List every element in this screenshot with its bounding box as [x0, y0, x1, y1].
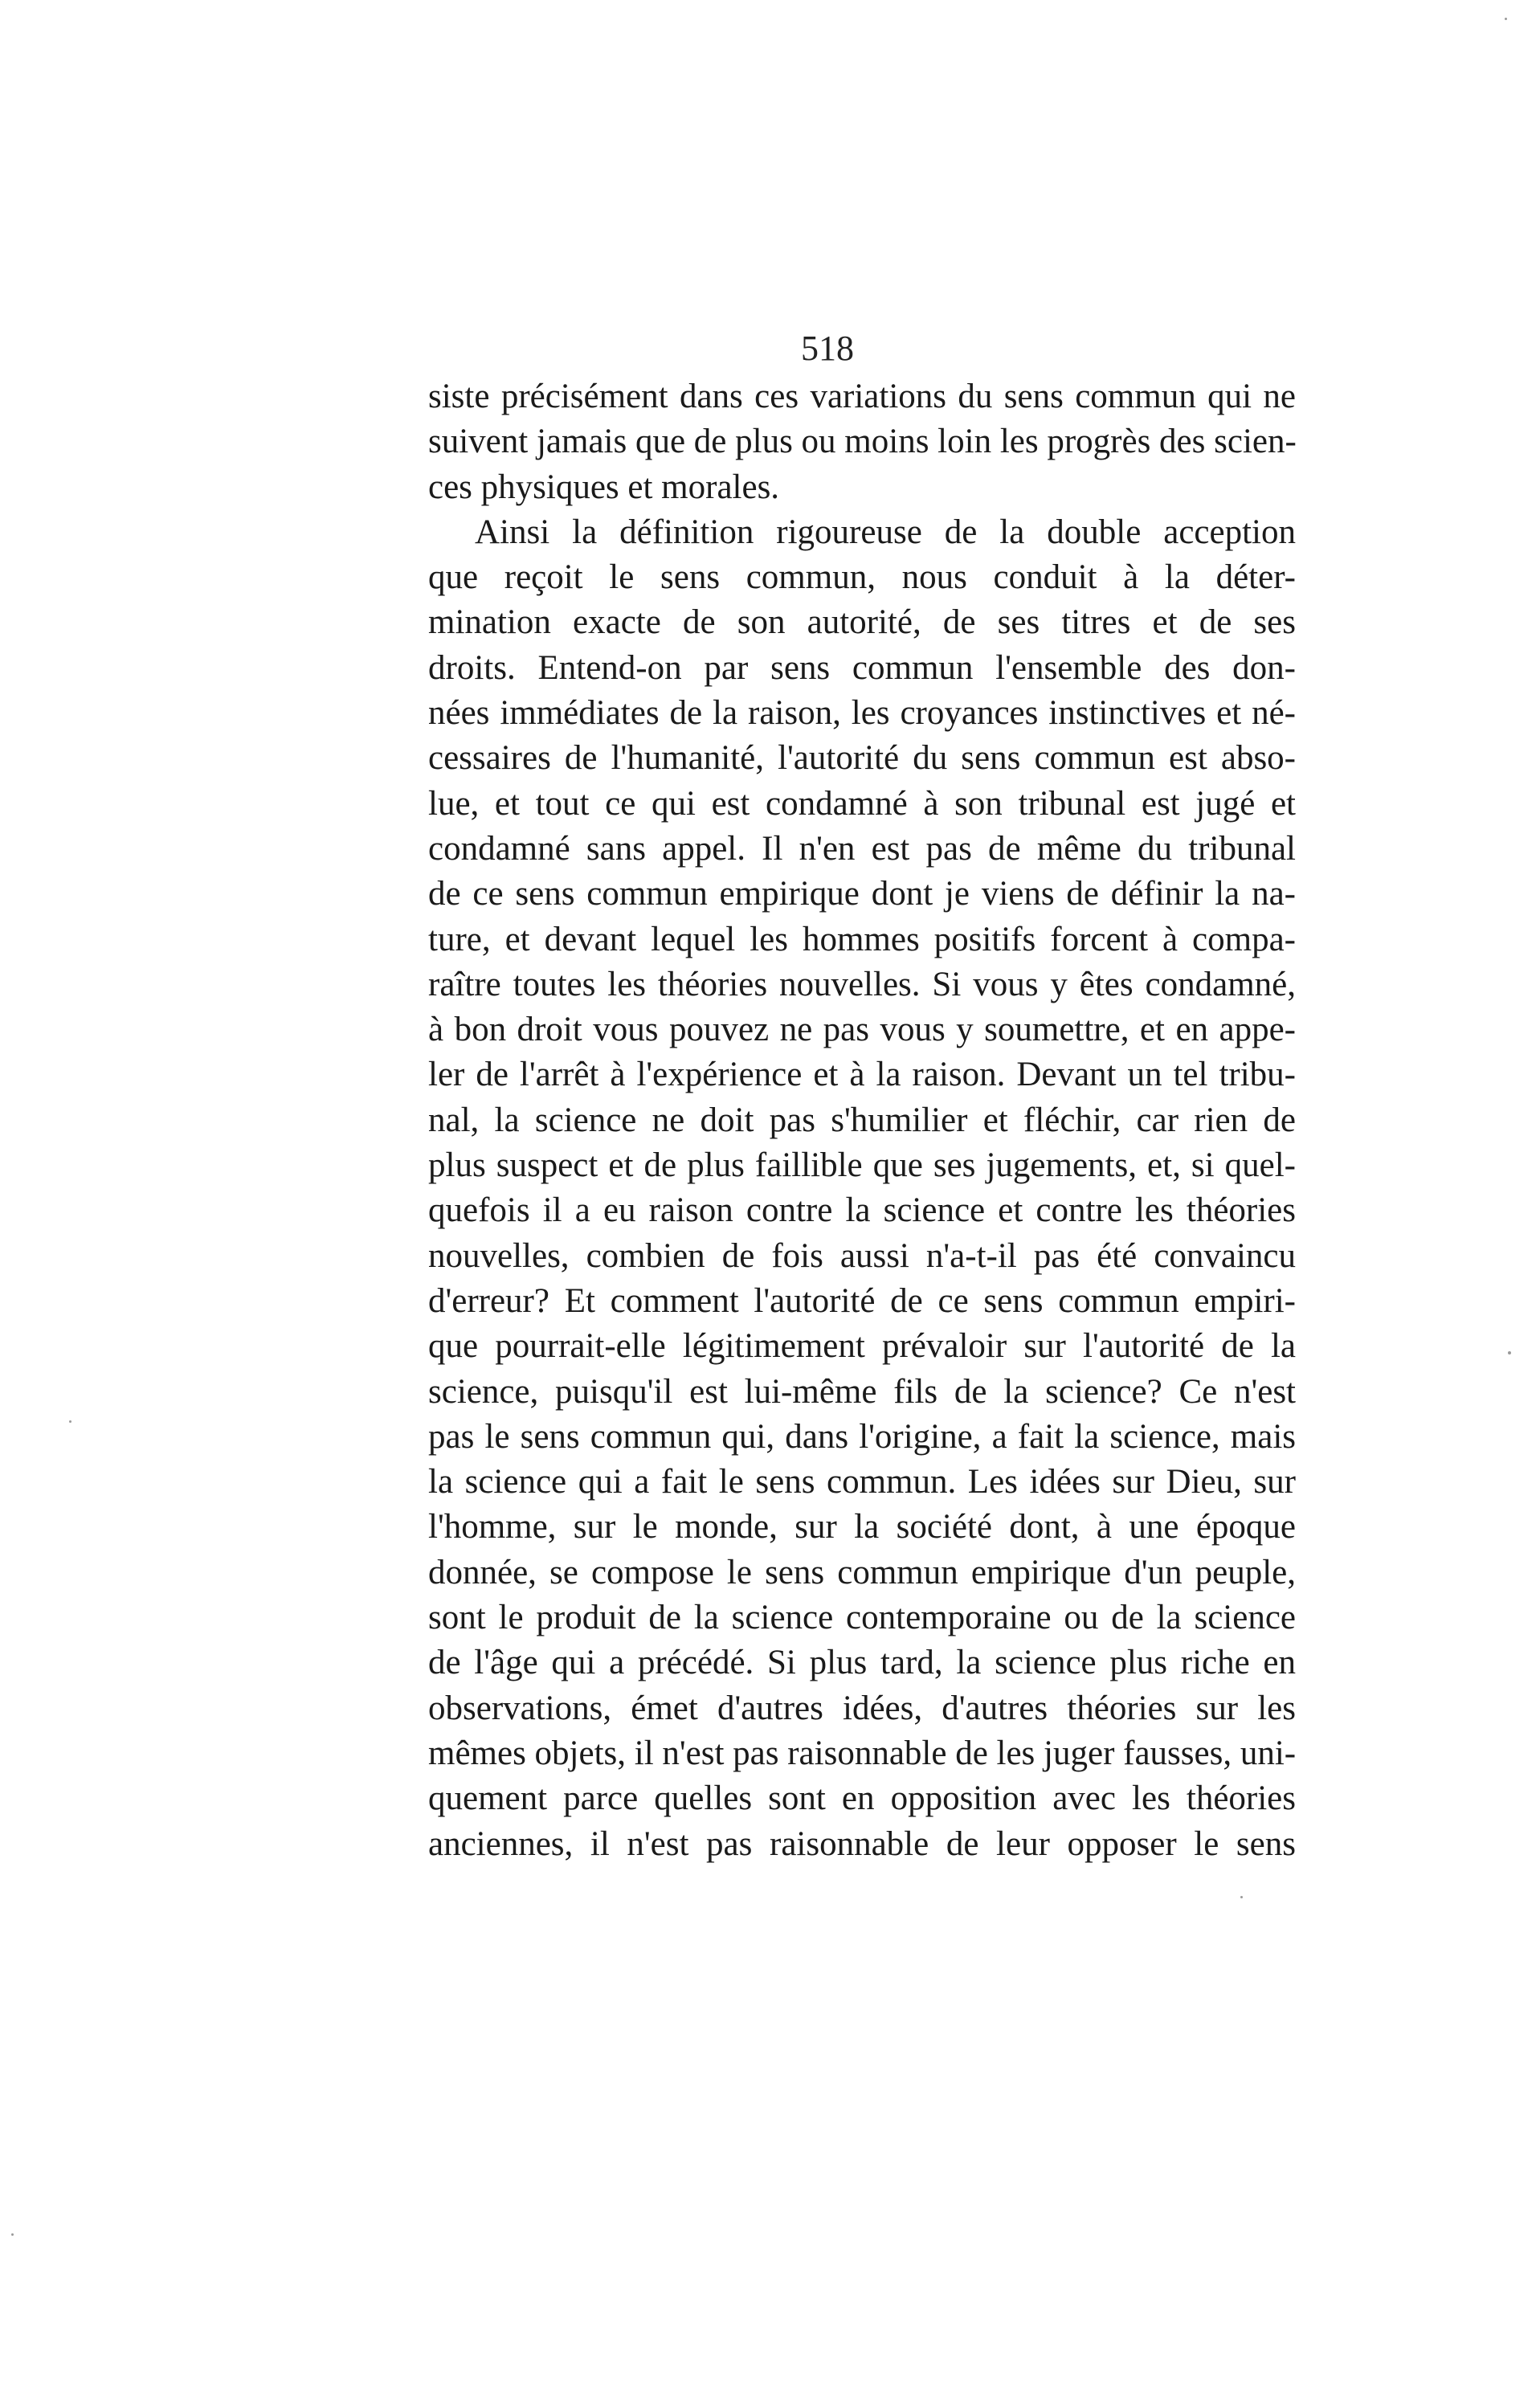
text-line: de l'âge qui a précédé. Si plus tard, la science plus riche en: [428, 1644, 1296, 1682]
text-line: que pourrait-elle légitimement prévaloir sur l'autorité de la: [428, 1327, 1296, 1366]
text-line: condamné sans appel. Il n'en est pas de même du tribunal: [428, 829, 1296, 868]
paper-speck: [1240, 1896, 1243, 1898]
paper-speck: [1508, 1351, 1511, 1354]
paper-speck: [1505, 18, 1507, 20]
text-line: siste précisément dans ces variations du sens commun qui ne: [428, 378, 1296, 415]
text-line: donnée, se compose le sens commun empirique d'un peuple,: [428, 1553, 1296, 1591]
text-line: la science qui a fait le sens commun. Les idées sur Dieu, sur: [428, 1463, 1296, 1501]
text-line: raître toutes les théories nouvelles. Si vous y êtes condamné,: [428, 965, 1296, 1003]
text-line: ture, et devant lequel les hommes positifs forcent à compa-: [428, 920, 1296, 958]
text-line: suivent jamais que de plus ou moins loin les progrès des scien-: [428, 423, 1297, 461]
text-line: anciennes, il n'est pas raisonnable de leur opposer le sens: [428, 1824, 1296, 1863]
text-line: plus suspect et de plus faillible que ses jugements, et, si quel-: [428, 1146, 1296, 1185]
text-line: sont le produit de la science contemporaine ou de la science: [428, 1599, 1296, 1637]
text-line: pas le sens commun qui, dans l'origine, a fait la science, mais: [428, 1417, 1296, 1456]
page-number: 518: [801, 329, 854, 368]
text-line: quement parce quelles sont en opposition avec les théories: [428, 1779, 1296, 1818]
text-line: nal, la science ne doit pas s'humilier et fléchir, car rien de: [428, 1101, 1296, 1139]
text-line: de ce sens commun empirique dont je viens de définir la na-: [428, 875, 1296, 913]
text-line: ler de l'arrêt à l'expérience et à la raison. Devant un tel tribu-: [428, 1056, 1296, 1094]
text-line: mination exacte de son autorité, de ses titres et de ses: [428, 603, 1296, 642]
text-line: ces physiques et morales.: [428, 468, 780, 506]
text-line: droits. Entend-on par sens commun l'ensemble des don-: [428, 648, 1296, 687]
text-line: Ainsi la définition rigoureuse de la double acception: [475, 513, 1296, 551]
text-line: que reçoit le sens commun, nous conduit à la déter-: [428, 558, 1296, 597]
text-line: nées immédiates de la raison, les croyances instinctives et né-: [428, 694, 1296, 733]
text-line: quefois il a eu raison contre la science et contre les théories: [428, 1191, 1296, 1230]
text-line: cessaires de l'humanité, l'autorité du sens commun est abso-: [428, 739, 1296, 778]
text-line: nouvelles, combien de fois aussi n'a-t-il pas été convaincu: [428, 1236, 1296, 1275]
body-text: [428, 374, 1296, 1867]
text-line: à bon droit vous pouvez ne pas vous y soumettre, et en appe-: [428, 1011, 1296, 1049]
paper-speck: [69, 1420, 71, 1423]
text-line: observations, émet d'autres idées, d'autres théories sur les: [428, 1689, 1296, 1727]
text-line: d'erreur? Et comment l'autorité de ce sens commun empiri-: [428, 1281, 1296, 1320]
text-line: lue, et tout ce qui est condamné à son tribunal est jugé et: [428, 784, 1296, 823]
text-line: l'homme, sur le monde, sur la société dont, à une époque: [428, 1508, 1296, 1546]
text-line: mêmes objets, il n'est pas raisonnable de les juger fausses, uni-: [428, 1734, 1297, 1772]
text-line: science, puisqu'il est lui-même fils de la science? Ce n'est: [428, 1372, 1296, 1411]
paper-speck: [11, 2233, 14, 2236]
